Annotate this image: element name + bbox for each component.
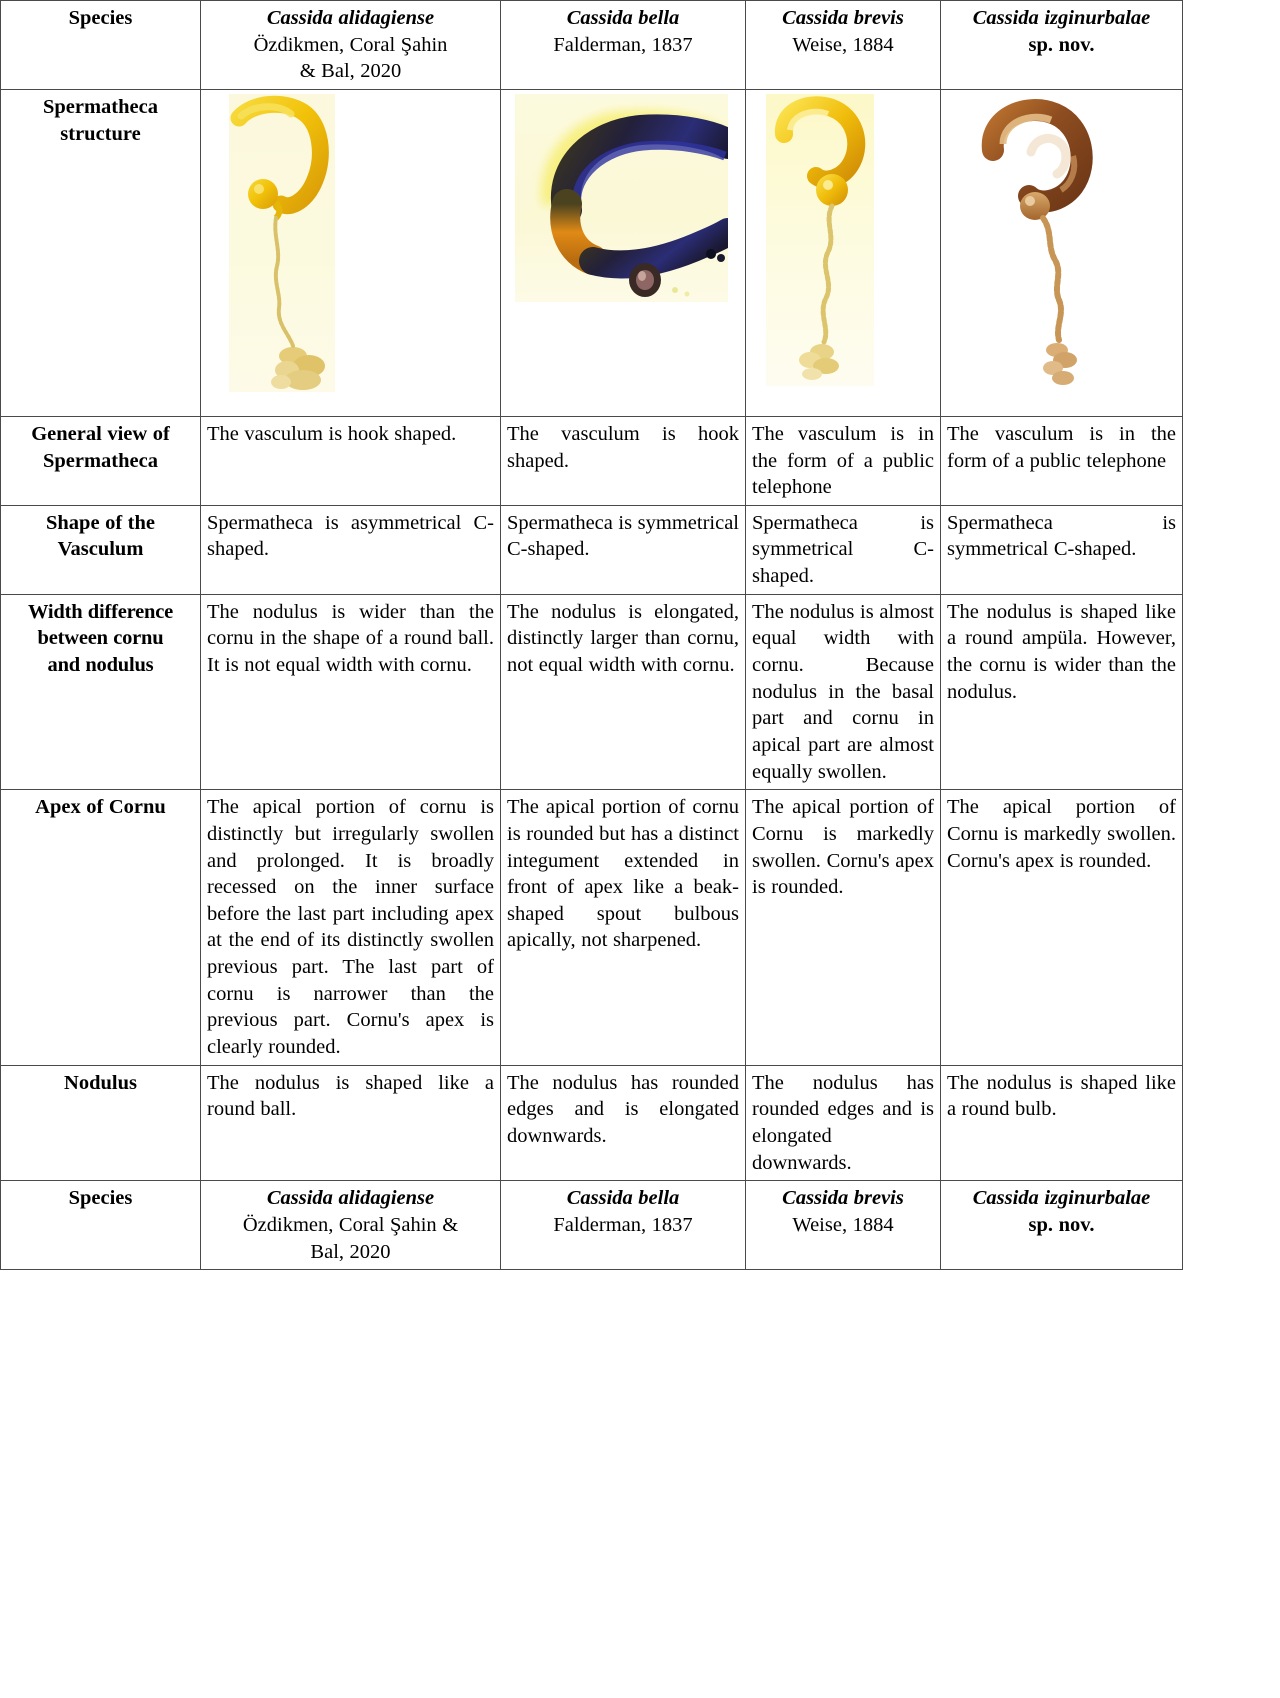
cell-apex-of-cornu-1: The apical portion of cornu is distinctly but irregularly swollen and prolonged. It is broadly recessed on the inner surface before the last part including apex at the end of its distinctly swollen previous part. The last part of cornu is narrower than the previous part. Cornu's apex is clearly rounded. (201, 790, 501, 1065)
species-name: Cassida alidagiense (266, 1187, 435, 1210)
row-label-shape-of-the-vasculum (1, 505, 201, 594)
cell-nodulus-3: The nodulus has rounded edges and is elongated downwards. (746, 1065, 941, 1181)
cell-width-difference-3: The nodulus is almost equal width with cornu. Because nodulus in the basal part and cornu in apical part are almost equally swollen. (746, 594, 941, 789)
row-label-line: structure (60, 122, 141, 145)
header-cell-species-3 (746, 1, 941, 90)
cell-spermatheca-photo-3 (746, 89, 941, 416)
species-authority-line: Falderman, 1837 (553, 1213, 693, 1236)
row-label-line: Shape of the (45, 511, 156, 534)
row-label-line: Apex of Cornu (35, 796, 166, 819)
cell-nodulus-1: The nodulus is shaped like a round ball. (201, 1065, 501, 1181)
row-label-nodulus (1, 1065, 201, 1181)
footer-label-species: Species (1, 1181, 201, 1270)
row-label-line: Vasculum (57, 538, 144, 561)
cell-shape-vasculum-3: Spermatheca is symmetrical C-shaped. (746, 505, 941, 594)
species-name: Cassida izginurbalae (972, 1187, 1151, 1210)
row-label-general-view-of-spermatheca (1, 416, 201, 505)
cell-width-difference-1: The nodulus is wider than the cornu in the shape of a round ball. It is not equal width with cornu. (201, 594, 501, 789)
species-name: Cassida izginurbalae (972, 7, 1151, 29)
cell-general-view-2: The vasculum is hook shaped. (501, 416, 746, 505)
species-authority-line: Falderman, 1837 (553, 33, 693, 56)
cell-apex-of-cornu-3: The apical portion of Cornu is markedly swollen. Cornu's apex is rounded. (746, 790, 941, 1065)
table-row-spermatheca-structure (1, 89, 1183, 416)
footer-cell-species-3 (746, 1181, 941, 1270)
cell-general-view-1: The vasculum is hook shaped. (201, 416, 501, 505)
row-label-line: between cornu (37, 627, 164, 650)
species-authority-line: Özdikmen, Coral Şahin (253, 33, 448, 56)
cell-general-view-3: The vasculum is in the form of a public telephone (746, 416, 941, 505)
species-authority-line: Weise, 1884 (792, 1213, 894, 1236)
table-row-shape-of-vasculum (1, 505, 1183, 594)
footer-cell-species-2 (501, 1181, 746, 1270)
species-name: Cassida bella (566, 7, 680, 29)
cell-shape-vasculum-4: Spermatheca is symmetrical C-shaped. (941, 505, 1183, 594)
spermatheca-photo-cassida-izginurbalae (973, 94, 1103, 394)
species-name: Cassida brevis (782, 1187, 904, 1210)
species-authority-line: Bal, 2020 (310, 1240, 391, 1263)
species-authority-line: sp. nov. (1028, 33, 1095, 56)
cell-nodulus-4: The nodulus is shaped like a round bulb. (941, 1065, 1183, 1181)
species-authority-line: Weise, 1884 (792, 33, 894, 56)
species-name: Cassida bella (566, 1187, 680, 1210)
row-label-width-difference-between-cornu-and-nodulus (1, 594, 201, 789)
row-label-apex-of-cornu (1, 790, 201, 1065)
row-label-line: General view of (31, 422, 170, 445)
row-label-line: and nodulus (47, 654, 154, 677)
header-cell-species-2 (501, 1, 746, 90)
cell-apex-of-cornu-2: The apical portion of cornu is rounded but has a distinct integument extended in front of apex like a beak-shaped spout bulbous apically, not sharpened. (501, 790, 746, 1065)
table-row-width-difference (1, 594, 1183, 789)
cell-width-difference-4: The nodulus is shaped like a round ampüla. However, the cornu is wider than the nodulus. (941, 594, 1183, 789)
cell-width-difference-2: The nodulus is elongated, distinctly larger than cornu, not equal width with cornu. (501, 594, 746, 789)
species-authority-line: Özdikmen, Coral Şahin & (242, 1213, 459, 1236)
table-header-row (1, 1, 1183, 90)
footer-cell-species-1 (201, 1181, 501, 1270)
table-row-apex-of-cornu (1, 790, 1183, 1065)
row-label-line: Spermatheca (42, 449, 158, 472)
table-row-general-view (1, 416, 1183, 505)
species-name: Cassida alidagiense (266, 7, 435, 29)
cell-general-view-4: The vasculum is in the form of a public telephone (941, 416, 1183, 505)
species-name: Cassida brevis (782, 7, 904, 29)
row-label-spermatheca-structure (1, 89, 201, 416)
cell-spermatheca-photo-1 (201, 89, 501, 416)
cell-apex-of-cornu-4: The apical portion of Cornu is markedly swollen. Cornu's apex is rounded. (941, 790, 1183, 1065)
spermatheca-photo-cassida-alidagiense (229, 94, 335, 392)
species-authority-line: & Bal, 2020 (299, 60, 402, 83)
row-label-line: Spermatheca (42, 95, 158, 118)
header-cell-species-1 (201, 1, 501, 90)
cell-nodulus-2: The nodulus has rounded edges and is elongated downwards. (501, 1065, 746, 1181)
cell-shape-vasculum-1: Spermatheca is asymmetrical C-shaped. (201, 505, 501, 594)
header-cell-species-4 (941, 1, 1183, 90)
footer-cell-species-4 (941, 1181, 1183, 1270)
spermatheca-photo-cassida-bella (515, 94, 728, 302)
cell-spermatheca-photo-2 (501, 89, 746, 416)
row-label-line: Width difference (27, 600, 174, 623)
table-row-nodulus (1, 1065, 1183, 1181)
species-authority-line: sp. nov. (1028, 1213, 1095, 1236)
table-footer-row (1, 1181, 1183, 1270)
cell-spermatheca-photo-4 (941, 89, 1183, 416)
cell-shape-vasculum-2: Spermatheca is symmetrical C-shaped. (501, 505, 746, 594)
header-label-species: Species (1, 1, 201, 90)
row-label-line: Nodulus (64, 1071, 137, 1094)
spermatheca-photo-cassida-brevis (766, 94, 874, 386)
